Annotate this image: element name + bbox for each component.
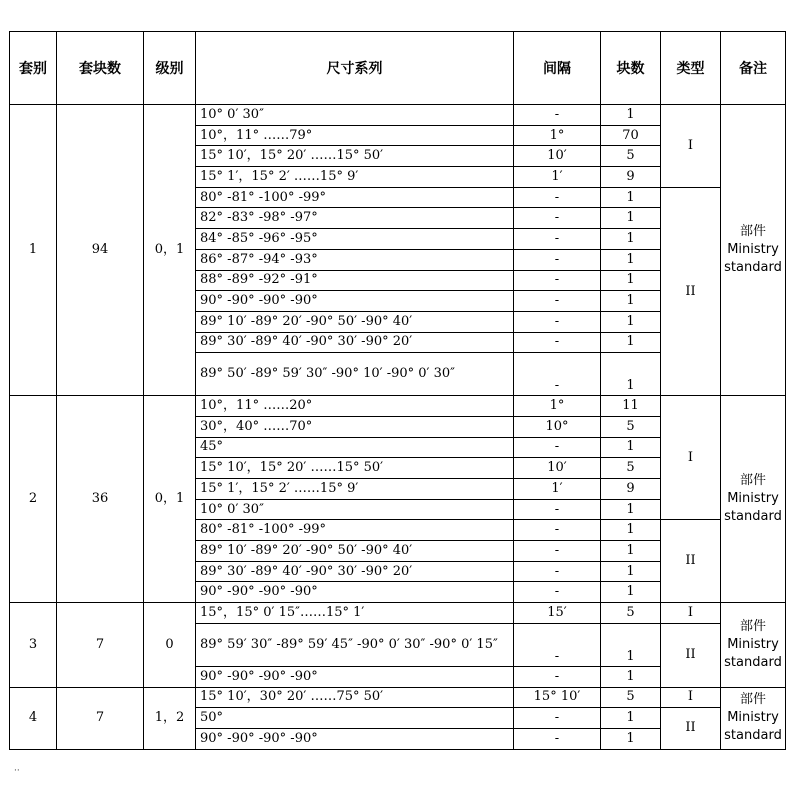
table-body [10,105,786,750]
blocks-cell: 1 [601,270,661,291]
note-line: 部件 [739,224,766,240]
interval-cell: - [514,561,601,582]
set-block-count: 36 [57,396,144,603]
header-row [10,32,786,105]
note-line: 部件 [739,618,766,634]
size-series-cell: 90° -90° -90° -90° [196,666,514,687]
size-series-cell: 89° 59′ 30″ -89° 59′ 45″ -90° 0′ 30″ -90° 0′ 15″ [196,623,514,666]
set-block-count: 7 [57,603,144,687]
blocks-cell: 1 [601,728,661,749]
blocks-cell: 5 [601,687,661,708]
blocks-cell: 5 [601,146,661,167]
header-blocks: 块数 [601,32,661,105]
interval-cell: - [514,311,601,332]
interval-cell: 10° [514,416,601,437]
blocks-cell: 5 [601,458,661,479]
blocks-cell: 1 [601,311,661,332]
set-number: 1 [10,105,57,396]
interval-cell: - [514,666,601,687]
set-grade: 0，1 [144,396,196,603]
interval-cell: - [514,728,601,749]
set-block-count: 94 [57,105,144,396]
header-grade: 级别 [144,32,196,105]
note-line: Ministry [727,636,779,652]
blocks-cell: 1 [601,499,661,520]
note-cell [721,603,786,687]
blocks-cell: 1 [601,541,661,562]
size-series-cell: 80° -81° -100° -99° [196,187,514,208]
size-series-cell: 89° 50′ -89° 59′ 30″ -90° 10′ -90° 0′ 30″ [196,353,514,396]
interval-cell: - [514,708,601,729]
type-cell: I [661,396,721,520]
header-set: 套别 [10,32,57,105]
note-line: 部件 [739,692,766,708]
note-line: Ministry [727,491,779,507]
size-series-cell: 86° -87° -94° -93° [196,249,514,270]
note-line: standard [724,509,782,525]
size-series-cell: 89° 10′ -89° 20′ -90° 50′ -90° 40′ [196,541,514,562]
table-row [10,396,786,417]
set-number: 4 [10,687,57,749]
interval-cell: - [514,353,601,396]
blocks-cell: 70 [601,125,661,146]
interval-cell: 10′ [514,146,601,167]
header-set-count: 套块数 [57,32,144,105]
blocks-cell: 1 [601,208,661,229]
interval-cell: - [514,623,601,666]
set-grade: 1，2 [144,687,196,749]
interval-cell: - [514,229,601,250]
header-type: 类型 [661,32,721,105]
note-line: standard [724,654,782,670]
blocks-cell: 5 [601,416,661,437]
blocks-cell: 1 [601,666,661,687]
size-series-cell: 15°，15° 0′ 15″……15° 1′ [196,603,514,624]
blocks-cell: 5 [601,603,661,624]
interval-cell: - [514,582,601,603]
header-size-series: 尺寸系列 [196,32,514,105]
size-series-cell: 30°，40° ……70° [196,416,514,437]
size-series-cell: 10° 0′ 30″ [196,105,514,126]
set-number: 2 [10,396,57,603]
interval-cell: - [514,291,601,312]
set-grade: 0 [144,603,196,687]
interval-cell: - [514,105,601,126]
blocks-cell: 1 [601,623,661,666]
blocks-cell: 1 [601,353,661,396]
note-cell [721,105,786,396]
note-line: 部件 [739,473,766,489]
interval-cell: 1° [514,125,601,146]
interval-cell: 15′ [514,603,601,624]
footer-mark: ·· [14,766,20,776]
note-line: standard [724,260,782,276]
interval-cell: - [514,208,601,229]
type-cell: II [661,623,721,687]
blocks-cell: 9 [601,167,661,188]
size-series-cell: 10° 0′ 30″ [196,499,514,520]
table-row [10,687,786,708]
interval-cell: - [514,249,601,270]
header-note: 备注 [721,32,786,105]
angle-gauge-block-table [9,31,786,750]
blocks-cell: 1 [601,520,661,541]
blocks-cell: 11 [601,396,661,417]
blocks-cell: 1 [601,708,661,729]
size-series-cell: 10°，11° ……79° [196,125,514,146]
size-series-cell: 15° 10′，15° 20′ ……15° 50′ [196,146,514,167]
size-series-cell: 10°，11° ……20° [196,396,514,417]
size-series-cell: 89° 30′ -89° 40′ -90° 30′ -90° 20′ [196,561,514,582]
interval-cell: 1′ [514,479,601,500]
note-line: standard [724,728,782,744]
size-series-cell: 84° -85° -96° -95° [196,229,514,250]
interval-cell: 1′ [514,167,601,188]
blocks-cell: 1 [601,105,661,126]
size-series-cell: 88° -89° -92° -91° [196,270,514,291]
size-series-cell: 15° 10′，15° 20′ ……15° 50′ [196,458,514,479]
type-cell: II [661,520,721,603]
blocks-cell: 1 [601,229,661,250]
size-series-cell: 50° [196,708,514,729]
blocks-cell: 1 [601,437,661,458]
interval-cell: 1° [514,396,601,417]
set-number: 3 [10,603,57,687]
blocks-cell: 9 [601,479,661,500]
size-series-cell: 90° -90° -90° -90° [196,291,514,312]
size-series-cell: 90° -90° -90° -90° [196,582,514,603]
size-series-cell: 15° 1′，15° 2′ ……15° 9′ [196,479,514,500]
set-block-count: 7 [57,687,144,749]
blocks-cell: 1 [601,187,661,208]
interval-cell: - [514,187,601,208]
interval-cell: - [514,520,601,541]
size-series-cell: 45° [196,437,514,458]
header-interval: 间隔 [514,32,601,105]
interval-cell: 10′ [514,458,601,479]
note-cell [721,687,786,749]
interval-cell: - [514,541,601,562]
type-cell: I [661,687,721,708]
set-grade: 0，1 [144,105,196,396]
blocks-cell: 1 [601,291,661,312]
blocks-cell: 1 [601,561,661,582]
size-series-cell: 89° 30′ -89° 40′ -90° 30′ -90° 20′ [196,332,514,353]
type-cell: II [661,708,721,749]
type-cell: II [661,187,721,396]
size-series-cell: 89° 10′ -89° 20′ -90° 50′ -90° 40′ [196,311,514,332]
note-cell [721,396,786,603]
size-series-cell: 15° 1′，15° 2′ ……15° 9′ [196,167,514,188]
size-series-cell: 82° -83° -98° -97° [196,208,514,229]
table-row [10,603,786,624]
size-series-cell: 90° -90° -90° -90° [196,728,514,749]
blocks-cell: 1 [601,249,661,270]
interval-cell: - [514,270,601,291]
interval-cell: - [514,332,601,353]
interval-cell: - [514,499,601,520]
blocks-cell: 1 [601,332,661,353]
note-line: Ministry [727,242,779,258]
type-cell: I [661,105,721,188]
size-series-cell: 15° 10′，30° 20′ ……75° 50′ [196,687,514,708]
blocks-cell: 1 [601,582,661,603]
table-row [10,105,786,126]
note-line: Ministry [727,710,779,726]
interval-cell: 15° 10′ [514,687,601,708]
type-cell: I [661,603,721,624]
size-series-cell: 80° -81° -100° -99° [196,520,514,541]
interval-cell: - [514,437,601,458]
